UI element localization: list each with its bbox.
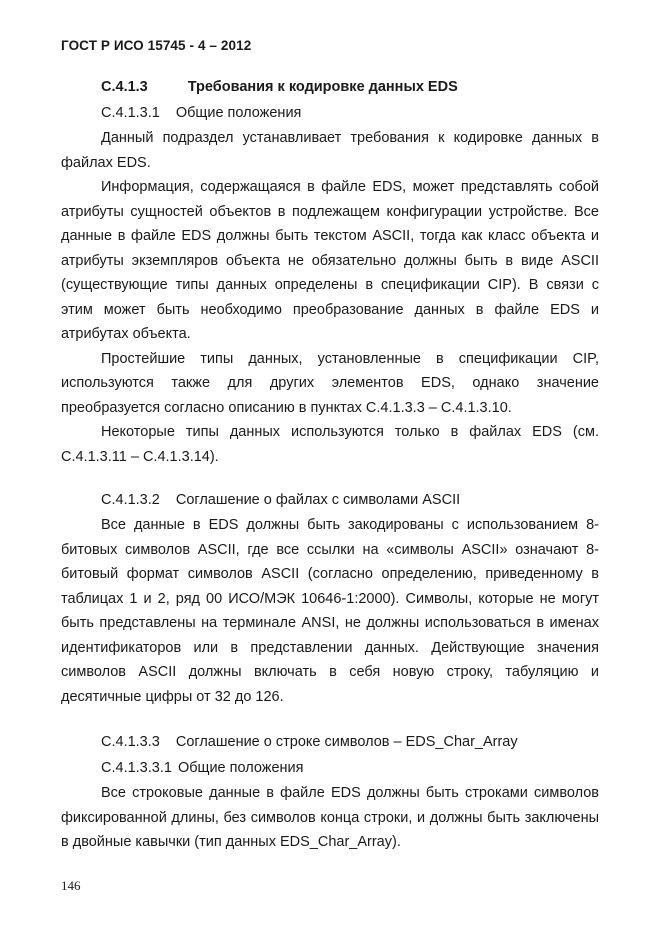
subsection-title: Соглашение о файлах с символами ASCII bbox=[175, 492, 461, 508]
section-c4-1-3-3 bbox=[61, 729, 599, 855]
paragraph: Простейшие типы данных, установленные в спецификации CIP, используются также для других элементов EDS, однако значение преобразуется согласно описанию в пунктах C.4.1.3.3 – C.4.1.3.10. bbox=[61, 350, 599, 416]
section-c4-1-3 bbox=[61, 74, 599, 469]
section-title: Требования к кодировке данных EDS bbox=[187, 79, 458, 95]
subsection-number: C.4.1.3.1 bbox=[101, 105, 160, 121]
page-number: 146 bbox=[61, 878, 81, 893]
subsection-heading bbox=[61, 755, 599, 781]
subsection-number: C.4.1.3.2 bbox=[101, 492, 160, 508]
subsection-heading bbox=[61, 100, 599, 126]
section-c4-1-3-2 bbox=[61, 487, 599, 709]
paragraph: Все строковые данные в файле EDS должны быть строками символов фиксированной длины, без символов конца строки, и должны быть заключены в двойные кавычки (тип данных EDS_Char_Array). bbox=[61, 785, 599, 850]
paragraph: Все данные в EDS должны быть закодированы с использованием 8-битовых символов ASCII, где все ссылки на «символы ASCII» означают 8-битовый формат символов ASCII (согласно определению, приведенному в таблицах 1 и 2, ряд 00 ИСО/МЭК 10646-1:2000). Символы, которые не могут быть представлены на терминале ANSI, не должны использоваться в именах идентификаторов или в представлении данных. Действующие значения символов ASCII должны включать в себя новую строку, табуляцию и десятичные цифры от 32 до 126. bbox=[61, 517, 599, 705]
document-header: ГОСТ Р ИСО 15745 - 4 – 2012 bbox=[61, 38, 252, 53]
subsection-number: C.4.1.3.3 bbox=[101, 734, 160, 750]
subsection-title: Соглашение о строке символов – EDS_Char_Array bbox=[175, 734, 518, 750]
subsection-title: Общие положения bbox=[177, 760, 304, 776]
section-number: C.4.1.3 bbox=[101, 79, 148, 95]
paragraph: Данный подраздел устанавливает требования к кодировке данных в файлах EDS. bbox=[61, 130, 599, 171]
section-heading bbox=[61, 74, 599, 100]
subsection-heading bbox=[61, 729, 599, 755]
subsection-title: Общие положения bbox=[175, 105, 302, 121]
paragraph: Некоторые типы данных используются только в файлах EDS (см. C.4.1.3.11 – C.4.1.3.14). bbox=[61, 424, 599, 465]
subsection-heading bbox=[61, 487, 599, 513]
subsection-number: C.4.1.3.3.1 bbox=[101, 760, 172, 776]
paragraph: Информация, содержащаяся в файле EDS, может представлять собой атрибуты сущностей объектов в подлежащем конфигурации устройстве. Все данные в файле EDS должны быть текстом ASCII, тогда как класс объекта и атрибуты экземпляров объекта не обязательно должны быть в виде ASCII (существующие типы данных определены в спецификации CIP). В связи с этим может быть необходимо преобразование данных в файле EDS и атрибутах объекта. bbox=[61, 179, 599, 342]
